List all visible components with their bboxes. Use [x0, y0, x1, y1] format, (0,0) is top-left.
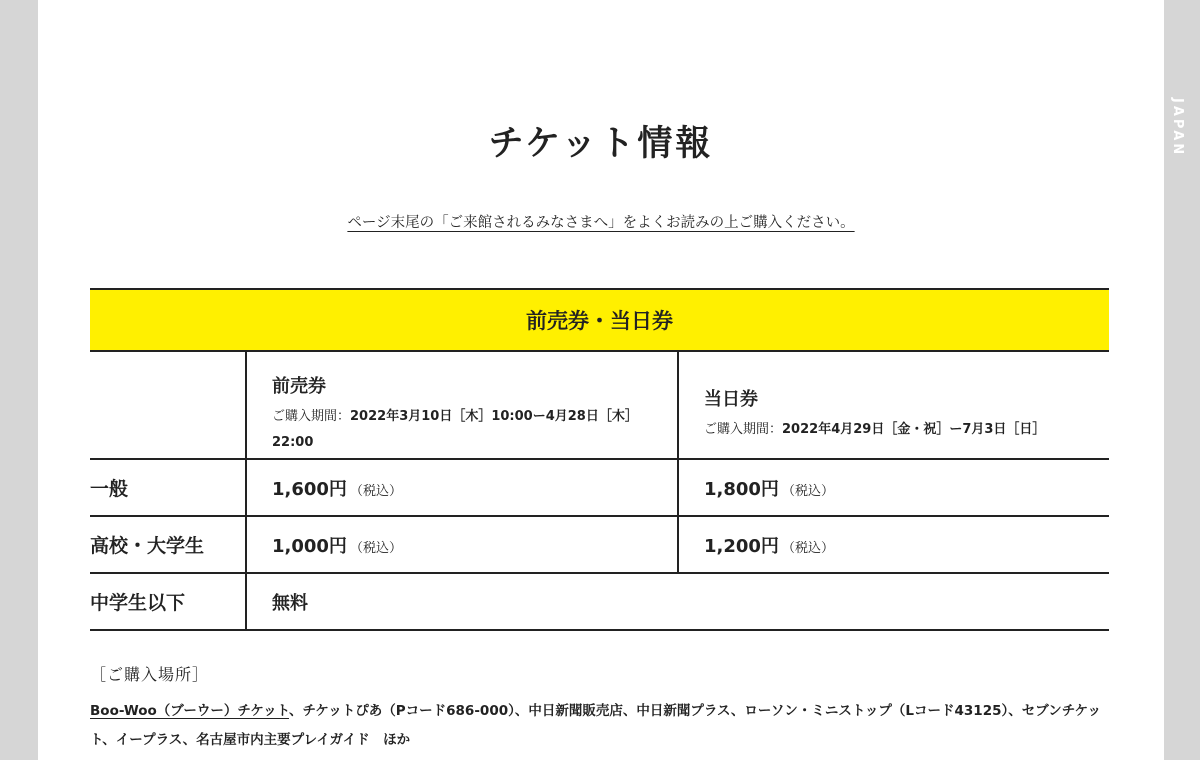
- price-cell-sameday-general: [678, 459, 1109, 516]
- price-sameday-general: 1,800円: [704, 478, 779, 500]
- ticket-type-row: [90, 351, 1109, 459]
- table-header-title: 前売券・当日券: [90, 289, 1109, 351]
- price-cell-advance-general: [246, 459, 678, 516]
- category-junior: 中学生以下: [90, 573, 246, 630]
- price-advance-student: 1,000円: [272, 535, 347, 557]
- category-general: 一般: [90, 459, 246, 516]
- purchase-section: [90, 662, 1109, 755]
- boo-woo-ticket-link[interactable]: Boo-Woo（ブーウー）チケット: [90, 703, 289, 719]
- price-advance-general: 1,600円: [272, 478, 347, 500]
- table-row-student: [90, 516, 1109, 573]
- tax-note: （税込）: [349, 540, 402, 556]
- table-header-row: [90, 289, 1109, 351]
- purchase-locations-text: 、チケットぴあ（Pコード686-000）、中日新聞販売店、中日新聞プラス、ローソン・ミニストップ（Lコード43125）、セブンチケット、イープラス、名古屋市内主要プレイガイド ほか: [90, 703, 1101, 748]
- price-free: 無料: [272, 592, 308, 614]
- price-sameday-student: 1,200円: [704, 535, 779, 557]
- table-row-general: [90, 459, 1109, 516]
- advance-ticket-label: 前売券: [272, 375, 326, 397]
- purchase-locations: [90, 697, 1109, 755]
- advance-period-label: ご購入期間：: [272, 408, 351, 424]
- tax-note: （税込）: [781, 540, 834, 556]
- ticket-price-table: [90, 288, 1109, 631]
- advance-ticket-header: [246, 351, 678, 459]
- page-title: チケット情報: [488, 124, 714, 164]
- notice-line: [38, 211, 1164, 232]
- free-price-cell: [246, 573, 1109, 630]
- purchase-title: ［ご購入場所］: [90, 665, 210, 684]
- content-panel: [38, 0, 1164, 760]
- visitor-notice-link[interactable]: ページ末尾の「ご来館されるみなさまへ」をよくお読みの上ご購入ください。: [347, 215, 855, 231]
- advance-ticket-period: [272, 404, 677, 456]
- advance-period-value: 2022年3月10日［木］10:00ー4月28日［木］22:00: [272, 408, 638, 450]
- sameday-period-label: ご購入期間：: [704, 421, 783, 437]
- sameday-ticket-label: 当日券: [704, 388, 758, 410]
- side-vertical-text: JAPAN: [1170, 98, 1185, 158]
- category-student: 高校・大学生: [90, 516, 246, 573]
- tax-note: （税込）: [781, 483, 834, 499]
- empty-corner-cell: [90, 351, 246, 459]
- sameday-ticket-header: [678, 351, 1109, 459]
- price-cell-sameday-student: [678, 516, 1109, 573]
- tax-note: （税込）: [349, 483, 402, 499]
- sameday-ticket-period: [704, 417, 1109, 443]
- table-row-junior: [90, 573, 1109, 630]
- sameday-period-value: 2022年4月29日［金・祝］ー7月3日［日］: [782, 421, 1046, 437]
- price-cell-advance-student: [246, 516, 678, 573]
